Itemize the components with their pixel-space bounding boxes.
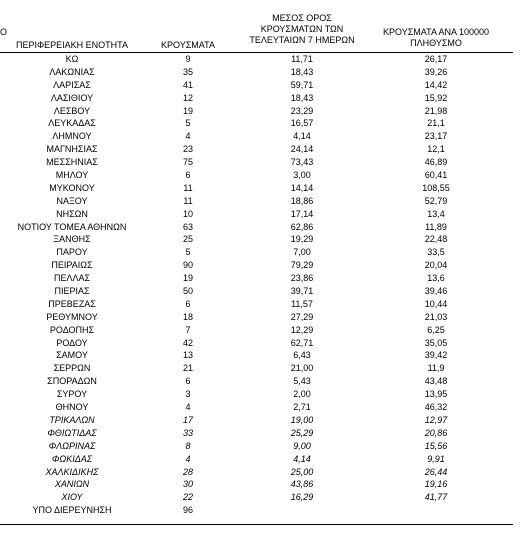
cases-cell: 8 [185, 440, 191, 451]
cases-cell: 22 [182, 492, 193, 503]
average-cell: 16,57 [290, 118, 314, 129]
table-row [0, 208, 513, 221]
region-cell: ΜΗΛΟΥ [55, 170, 89, 181]
per100k-cell: 12,97 [424, 414, 448, 425]
cases-cell: 41 [182, 79, 193, 90]
cases-cell: 9 [185, 54, 191, 64]
cases-cell: 6 [185, 170, 191, 181]
per100k-cell: 39,42 [424, 350, 448, 361]
region-cell: ΛΕΣΒΟΥ [53, 105, 91, 116]
cases-cell: 42 [182, 337, 193, 348]
cases-cell: 5 [185, 247, 191, 258]
per100k-cell: 15,56 [424, 440, 448, 451]
average-cell: 62,86 [290, 221, 314, 232]
region-cell: ΠΑΡΟΥ [56, 247, 88, 258]
region-cell: ΡΕΘΥΜΝΟΥ [46, 311, 98, 322]
per100k-cell: 10,44 [424, 298, 448, 309]
cases-cell: 63 [182, 221, 193, 232]
per100k-cell: 15,92 [424, 92, 448, 103]
region-cell: ΥΠΟ ΔΙΕΡΕΥΝΗΣΗ [32, 505, 112, 516]
table-row [0, 182, 513, 195]
table-row [0, 195, 513, 208]
table-row [0, 233, 513, 246]
header-stub: O [0, 27, 8, 37]
region-cell: ΡΟΔΟΥ [56, 337, 88, 348]
region-cell: ΠΕΛΛΑΣ [53, 273, 91, 284]
average-cell: 11,71 [291, 54, 313, 64]
cases-cell: 7 [185, 324, 191, 335]
per100k-cell: 43,48 [424, 376, 448, 387]
per100k-cell: 60,41 [424, 170, 448, 181]
table-row [0, 337, 513, 350]
per100k-cell: 39,26 [424, 66, 448, 77]
table-row [0, 414, 513, 427]
cases-cell: 75 [182, 157, 193, 168]
cases-cell: 13 [182, 350, 193, 361]
cases-cell: 19 [182, 105, 193, 116]
per100k-cell: 20,86 [424, 427, 448, 438]
table-row [0, 388, 513, 401]
table-row [0, 491, 513, 504]
average-cell: 18,86 [290, 195, 314, 206]
cases-cell: 18 [182, 311, 193, 322]
cases-cell: 35 [182, 66, 193, 77]
region-cell: ΧΙΟΥ [61, 492, 83, 503]
cases-cell: 5 [185, 118, 191, 129]
per100k-cell: 39,46 [424, 286, 448, 297]
average-cell: 21,00 [290, 363, 314, 374]
region-cell: ΛΑΡΙΣΑΣ [53, 79, 91, 90]
per100k-cell: 26,44 [424, 466, 448, 477]
region-cell: ΣΥΡΟΥ [56, 389, 88, 400]
average-cell: 2,00 [293, 389, 311, 400]
cases-cell: 90 [182, 260, 193, 271]
average-cell: 5,43 [293, 376, 311, 387]
region-cell: ΧΑΝΙΩΝ [54, 479, 90, 490]
region-cell: ΧΑΛΚΙΔΙΚΗΣ [45, 466, 99, 477]
per100k-cell: 46,32 [424, 402, 448, 413]
per100k-cell: 21,03 [424, 311, 448, 322]
average-cell: 18,43 [290, 66, 314, 77]
per100k-cell: 13,4 [427, 208, 445, 219]
region-cell: ΛΗΜΝΟΥ [52, 131, 92, 142]
per100k-cell: 11,9 [427, 363, 445, 374]
table-row [0, 143, 513, 156]
average-cell: 27,29 [290, 311, 314, 322]
per100k-cell: 21,1 [427, 118, 445, 129]
region-cell: ΛΕΥΚΑΔΑΣ [48, 118, 96, 129]
table-row [0, 246, 513, 259]
cases-cell: 4 [185, 402, 191, 413]
per100k-cell: 108,55 [422, 182, 450, 193]
region-cell: ΘΗΝΟΥ [55, 402, 89, 413]
per100k-cell: 14,42 [424, 79, 448, 90]
average-cell: 73,43 [290, 157, 314, 168]
per100k-cell: 11,89 [425, 221, 447, 232]
cases-cell: 4 [185, 131, 191, 142]
average-cell: 79,29 [290, 260, 314, 271]
region-cell: ΠΡΕΒΕΖΑΣ [48, 298, 96, 309]
header-per100k-line-1: ΚΡΟΥΣΜΑΤΑ ΑΝΑ 100000 [383, 27, 489, 37]
per100k-cell: 12,1 [427, 144, 445, 155]
region-cell: ΠΙΕΡΙΑΣ [54, 286, 90, 297]
per100k-cell: 6,25 [427, 324, 445, 335]
average-cell: 25,00 [290, 466, 314, 477]
per100k-cell: 52,79 [424, 195, 448, 206]
average-cell: 6,43 [293, 350, 311, 361]
cases-cell: 6 [185, 298, 191, 309]
table-row [0, 375, 513, 388]
region-cell: ΝΟΤΙΟΥ ΤΟΜΕΑ ΑΘΗΝΩΝ [17, 221, 127, 232]
header-region: ΠΕΡΙΦΕΡΕΙΑΚΗ ΕΝΟΤΗΤΑ [15, 40, 129, 50]
table-row [0, 156, 513, 169]
average-cell: 24,14 [290, 144, 314, 155]
cases-cell: 23 [182, 144, 193, 155]
table-row [0, 169, 513, 182]
header-seven-day-average [232, 13, 372, 46]
table-row [0, 53, 513, 66]
table-row [0, 324, 513, 337]
table-row [0, 105, 513, 118]
region-cell: ΤΡΙΚΑΛΩΝ [49, 414, 95, 425]
table-row [0, 504, 513, 517]
region-cell: ΚΩ [65, 54, 79, 64]
region-cell: ΡΟΔΟΠΗΣ [49, 324, 95, 335]
table-row [0, 401, 513, 414]
table-row [0, 92, 513, 105]
region-cell: ΛΑΚΩΝΙΑΣ [49, 66, 95, 77]
region-cell: ΜΑΓΝΗΣΙΑΣ [46, 144, 98, 155]
per100k-cell: 20,04 [424, 260, 448, 271]
region-cell: ΦΛΩΡΙΝΑΣ [48, 440, 96, 451]
table-bottom-divider [0, 524, 513, 525]
region-cell: ΝΑΞΟΥ [56, 195, 88, 206]
average-cell: 25,29 [290, 427, 314, 438]
region-cell: ΦΩΚΙΔΑΣ [51, 453, 93, 464]
table-row [0, 66, 513, 79]
per100k-cell: 13,6 [427, 273, 445, 284]
per100k-cell: 23,17 [424, 131, 448, 142]
region-cell: ΠΕΙΡΑΙΩΣ [51, 260, 93, 271]
cases-cell: 30 [182, 479, 193, 490]
region-cell: ΛΑΣΙΘΙΟΥ [50, 92, 94, 103]
region-cell: ΣΠΟΡΑΔΩΝ [47, 376, 97, 387]
cases-cell: 11 [183, 182, 193, 193]
table-row [0, 272, 513, 285]
average-cell: 23,86 [290, 273, 314, 284]
average-cell: 17,14 [290, 208, 314, 219]
header-avg-line-1: ΜΕΣΟΣ ΟΡΟΣ [272, 13, 332, 23]
header-per100k-line-2: ΠΛΗΘΥΣΜΟ [410, 38, 462, 48]
table-row [0, 117, 513, 130]
cases-cell: 17 [182, 414, 193, 425]
per100k-cell: 19,16 [424, 479, 448, 490]
table-row [0, 298, 513, 311]
header-cases-per-100k [368, 27, 504, 49]
header-avg-line-2: ΚΡΟΥΣΜΑΤΩΝ ΤΩΝ [260, 24, 344, 34]
table-row [0, 259, 513, 272]
cases-cell: 50 [182, 286, 193, 297]
per100k-cell: 41,77 [424, 492, 448, 503]
header-cases: ΚΡΟΥΣΜΑΤΑ [161, 40, 215, 50]
average-cell: 23,29 [290, 105, 314, 116]
cases-cell: 4 [185, 453, 191, 464]
per100k-cell: 35,05 [424, 337, 448, 348]
average-cell: 7,00 [293, 247, 311, 258]
region-cell: ΞΑΝΘΗΣ [53, 234, 91, 245]
region-cell: ΝΗΣΩΝ [56, 208, 88, 219]
average-cell: 39,71 [290, 286, 314, 297]
table-row [0, 311, 513, 324]
table-row [0, 130, 513, 143]
cases-cell: 21 [182, 363, 193, 374]
per100k-cell: 21,98 [424, 105, 448, 116]
average-cell: 2,71 [293, 402, 311, 413]
cases-cell: 12 [182, 92, 193, 103]
cases-cell: 28 [182, 466, 193, 477]
region-cell: ΣΕΡΡΩΝ [53, 363, 91, 374]
average-cell: 18,43 [290, 92, 314, 103]
region-cell: ΜΕΣΣΗΝΙΑΣ [46, 157, 98, 168]
table-row [0, 478, 513, 491]
region-cell: ΦΘΙΩΤΙΔΑΣ [47, 427, 97, 438]
table-row [0, 285, 513, 298]
per100k-cell: 9,91 [427, 453, 445, 464]
average-cell: 62,71 [290, 337, 314, 348]
average-cell: 4,14 [293, 453, 311, 464]
table-row [0, 427, 513, 440]
average-cell: 43,86 [290, 479, 314, 490]
cases-cell: 3 [185, 389, 191, 400]
average-cell: 14,14 [290, 182, 314, 193]
table-row [0, 466, 513, 479]
average-cell: 4,14 [293, 131, 311, 142]
cases-cell: 10 [182, 208, 193, 219]
cases-cell: 33 [182, 427, 193, 438]
average-cell: 16,29 [290, 492, 314, 503]
average-cell: 19,29 [290, 234, 314, 245]
table-row [0, 362, 513, 375]
average-cell: 3,00 [293, 170, 311, 181]
average-cell: 12,29 [290, 324, 314, 335]
per100k-cell: 26,17 [424, 54, 448, 64]
region-cell: ΜΥΚΟΝΟΥ [49, 182, 95, 193]
table-row [0, 79, 513, 92]
header-avg-line-3: ΤΕΛΕΥΤΑΙΩΝ 7 ΗΜΕΡΩΝ [249, 35, 355, 45]
per100k-cell: 22,48 [424, 234, 448, 245]
table-row [0, 349, 513, 362]
average-cell: 9,00 [293, 440, 311, 451]
per100k-cell: 33,5 [427, 247, 445, 258]
cases-cell: 6 [185, 376, 191, 387]
average-cell: 11,57 [291, 298, 313, 309]
cases-cell: 96 [182, 505, 193, 516]
per100k-cell: 46,89 [424, 157, 448, 168]
table-row [0, 440, 513, 453]
cases-cell: 25 [182, 234, 193, 245]
region-cell: ΣΑΜΟΥ [56, 350, 88, 361]
table-row [0, 453, 513, 466]
average-cell: 19,00 [290, 414, 314, 425]
cases-cell: 19 [182, 273, 193, 284]
average-cell: 59,71 [290, 79, 314, 90]
table-body [0, 53, 513, 517]
cases-cell: 11 [183, 195, 193, 206]
table-row [0, 221, 513, 234]
per100k-cell: 13,95 [424, 389, 448, 400]
